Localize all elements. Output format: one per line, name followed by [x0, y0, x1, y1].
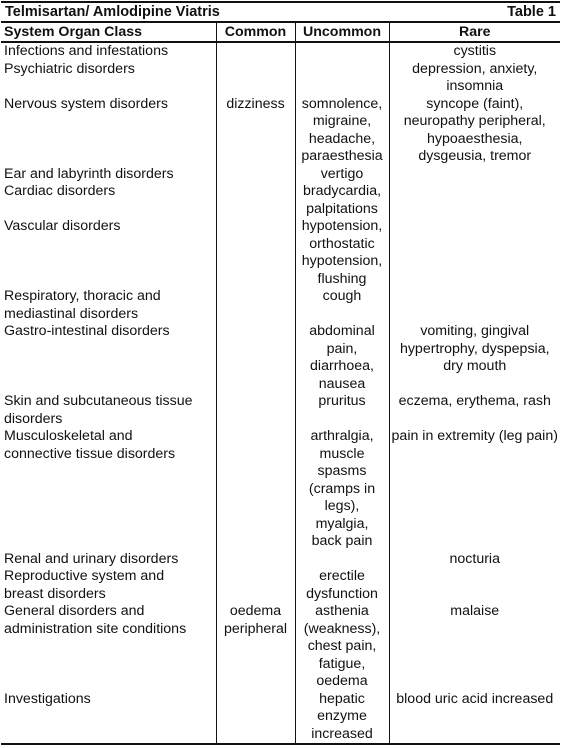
- system-organ-class-cell: [1, 42, 216, 61]
- rare-cell: [389, 568, 560, 603]
- cell-text-line: peripheral: [223, 620, 288, 637]
- cell-text-line: hepatic: [319, 690, 365, 707]
- system-organ-class-cell: [1, 428, 216, 551]
- document-title: Telmisartan/ Amlodipine Viatris: [5, 4, 220, 20]
- cell-text-line: pain in extremity (leg pain): [391, 428, 558, 444]
- table-header-row: [1, 23, 560, 42]
- table-row: [1, 166, 560, 184]
- cell-text-line: Investigations: [4, 690, 91, 707]
- rare-cell: [389, 288, 560, 323]
- cell-text-line: oedema: [316, 673, 368, 689]
- header-common: Common: [216, 23, 295, 42]
- adverse-reactions-table: [1, 23, 560, 745]
- table-row: [1, 551, 560, 569]
- cell-text-line: Skin and subcutaneous tissue: [4, 393, 193, 409]
- header-uncommon: Uncommon: [295, 23, 389, 42]
- cell-text-line: depression, anxiety,: [412, 60, 538, 77]
- system-organ-class-cell: [1, 551, 216, 569]
- cell-text-line: eczema, erythema, rash: [398, 393, 551, 409]
- system-organ-class-cell: [1, 603, 216, 691]
- cell-text-line: migraine,: [312, 113, 372, 129]
- cell-text-line: breast disorders: [4, 585, 106, 602]
- cell-text-line: spasms: [317, 463, 367, 479]
- rare-cell: [389, 428, 560, 551]
- cell-text-line: cystitis: [453, 43, 497, 59]
- cell-text-line: Psychiatric disorders: [4, 60, 135, 77]
- cell-text-line: orthostatic: [309, 235, 375, 252]
- cell-text-line: erectile: [319, 568, 365, 584]
- cell-text-line: Respiratory, thoracic and: [4, 288, 161, 304]
- rare-cell: [389, 323, 560, 393]
- uncommon-cell: [295, 61, 389, 96]
- cell-text-line: hypotension,: [301, 253, 383, 269]
- cell-text-line: enzyme: [317, 708, 367, 724]
- cell-text-line: chest pain,: [307, 638, 377, 654]
- system-organ-class-cell: [1, 183, 216, 218]
- cell-text-line: arthralgia,: [310, 428, 374, 444]
- common-cell: [216, 218, 295, 288]
- cell-text-line: malaise: [450, 603, 500, 619]
- table-label: Table 1: [507, 4, 556, 20]
- cell-text-line: Reproductive system and: [4, 568, 165, 584]
- header-system-organ-class: System Organ Class: [1, 23, 216, 42]
- cell-text-line: dry mouth: [443, 358, 507, 374]
- table-row: [1, 603, 560, 691]
- table-row: [1, 61, 560, 96]
- common-cell: [216, 96, 295, 166]
- uncommon-cell: [295, 691, 389, 745]
- cell-text-line: flushing: [317, 270, 367, 287]
- rare-cell: [389, 691, 560, 745]
- common-cell: [216, 551, 295, 569]
- header-rare: Rare: [389, 23, 560, 42]
- system-organ-class-cell: [1, 568, 216, 603]
- cell-text-line: Musculoskeletal and: [4, 428, 133, 444]
- cell-text-line: Gastro-intestinal disorders: [4, 323, 170, 339]
- system-organ-class-cell: [1, 323, 216, 393]
- cell-text-line: myalgia,: [315, 515, 369, 532]
- cell-text-line: Nervous system disorders: [4, 95, 168, 112]
- uncommon-cell: [295, 183, 389, 218]
- rare-cell: [389, 42, 560, 61]
- uncommon-cell: [295, 568, 389, 603]
- cell-text-line: bradycardia,: [302, 183, 382, 199]
- adverse-reactions-document: [1, 1, 560, 745]
- cell-text-line: asthenia: [315, 603, 369, 619]
- uncommon-cell: [295, 166, 389, 184]
- uncommon-cell: [295, 288, 389, 323]
- uncommon-cell: [295, 551, 389, 569]
- cell-text-line: General disorders and: [4, 603, 145, 619]
- cell-text-line: nocturia: [449, 550, 500, 567]
- cell-text-line: (weakness),: [303, 620, 381, 637]
- table-row: [1, 288, 560, 323]
- uncommon-cell: [295, 218, 389, 288]
- uncommon-cell: [295, 603, 389, 691]
- common-cell: [216, 288, 295, 323]
- cell-text-line: oedema: [229, 603, 282, 619]
- cell-text-line: Vascular disorders: [4, 218, 121, 234]
- common-cell: [216, 393, 295, 428]
- cell-text-line: headache,: [308, 130, 376, 147]
- system-organ-class-cell: [1, 288, 216, 323]
- common-cell: [216, 691, 295, 745]
- cell-text-line: back pain: [311, 533, 373, 549]
- cell-text-line: syncope (faint),: [426, 95, 524, 112]
- system-organ-class-cell: [1, 218, 216, 288]
- cell-text-line: dysfunction: [306, 585, 378, 602]
- common-cell: [216, 61, 295, 96]
- rare-cell: [389, 166, 560, 184]
- rare-cell: [389, 183, 560, 218]
- cell-text-line: pain,: [326, 340, 358, 357]
- table-row: [1, 183, 560, 218]
- cell-text-line: abdominal: [309, 323, 375, 339]
- cell-text-line: nausea: [318, 375, 366, 392]
- system-organ-class-cell: [1, 393, 216, 428]
- cell-text-line: diarrhoea,: [310, 358, 374, 374]
- cell-text-line: insomnia: [446, 78, 504, 94]
- cell-text-line: hypotension,: [301, 218, 383, 234]
- cell-text-line: palpitations: [306, 200, 378, 217]
- rare-cell: [389, 96, 560, 166]
- uncommon-cell: [295, 428, 389, 551]
- table-row: [1, 96, 560, 166]
- cell-text-line: somnolence,: [301, 95, 383, 112]
- common-cell: [216, 42, 295, 61]
- table-row: [1, 42, 560, 61]
- cell-text-line: connective tissue disorders: [4, 445, 176, 462]
- common-cell: [216, 323, 295, 393]
- common-cell: [216, 603, 295, 691]
- rare-cell: [389, 393, 560, 428]
- cell-text-line: fatigue,: [318, 655, 366, 672]
- cell-text-line: administration site conditions: [4, 620, 187, 637]
- cell-text-line: Renal and urinary disorders: [4, 550, 179, 567]
- system-organ-class-cell: [1, 166, 216, 184]
- common-cell: [216, 428, 295, 551]
- common-cell: [216, 166, 295, 184]
- common-cell: [216, 183, 295, 218]
- rare-cell: [389, 61, 560, 96]
- table-row: [1, 428, 560, 551]
- cell-text-line: hypoaesthesia,: [427, 130, 523, 147]
- table-title-bar: [1, 1, 560, 23]
- cell-text-line: increased: [311, 725, 373, 742]
- cell-text-line: pruritus: [318, 393, 366, 409]
- system-organ-class-cell: [1, 96, 216, 166]
- table-row: [1, 393, 560, 428]
- cell-text-line: legs),: [324, 498, 360, 514]
- uncommon-cell: [295, 96, 389, 166]
- rare-cell: [389, 603, 560, 691]
- cell-text-line: (cramps in: [308, 480, 376, 497]
- cell-text-line: dysgeusia, tremor: [418, 148, 532, 164]
- system-organ-class-cell: [1, 691, 216, 745]
- cell-text-line: muscle: [319, 445, 365, 462]
- cell-text-line: paraesthesia: [301, 148, 383, 164]
- table-row: [1, 691, 560, 745]
- cell-text-line: disorders: [4, 410, 63, 427]
- table-row: [1, 568, 560, 603]
- cell-text-line: neuropathy peripheral,: [403, 113, 546, 129]
- rare-cell: [389, 551, 560, 569]
- cell-text-line: Cardiac disorders: [4, 183, 116, 199]
- cell-text-line: vomiting, gingival: [420, 323, 530, 339]
- uncommon-cell: [295, 323, 389, 393]
- rare-cell: [389, 218, 560, 288]
- cell-text-line: mediastinal disorders: [4, 305, 139, 322]
- table-row: [1, 218, 560, 288]
- common-cell: [216, 568, 295, 603]
- uncommon-cell: [295, 393, 389, 428]
- cell-text-line: cough: [322, 288, 362, 304]
- cell-text-line: hypertrophy, dyspepsia,: [399, 340, 550, 357]
- cell-text-line: blood uric acid increased: [396, 690, 554, 707]
- system-organ-class-cell: [1, 61, 216, 96]
- cell-text-line: Ear and labyrinth disorders: [4, 165, 174, 182]
- cell-text-line: vertigo: [320, 165, 364, 182]
- cell-text-line: dizziness: [226, 95, 285, 112]
- table-row: [1, 323, 560, 393]
- uncommon-cell: [295, 42, 389, 61]
- cell-text-line: Infections and infestations: [4, 43, 169, 59]
